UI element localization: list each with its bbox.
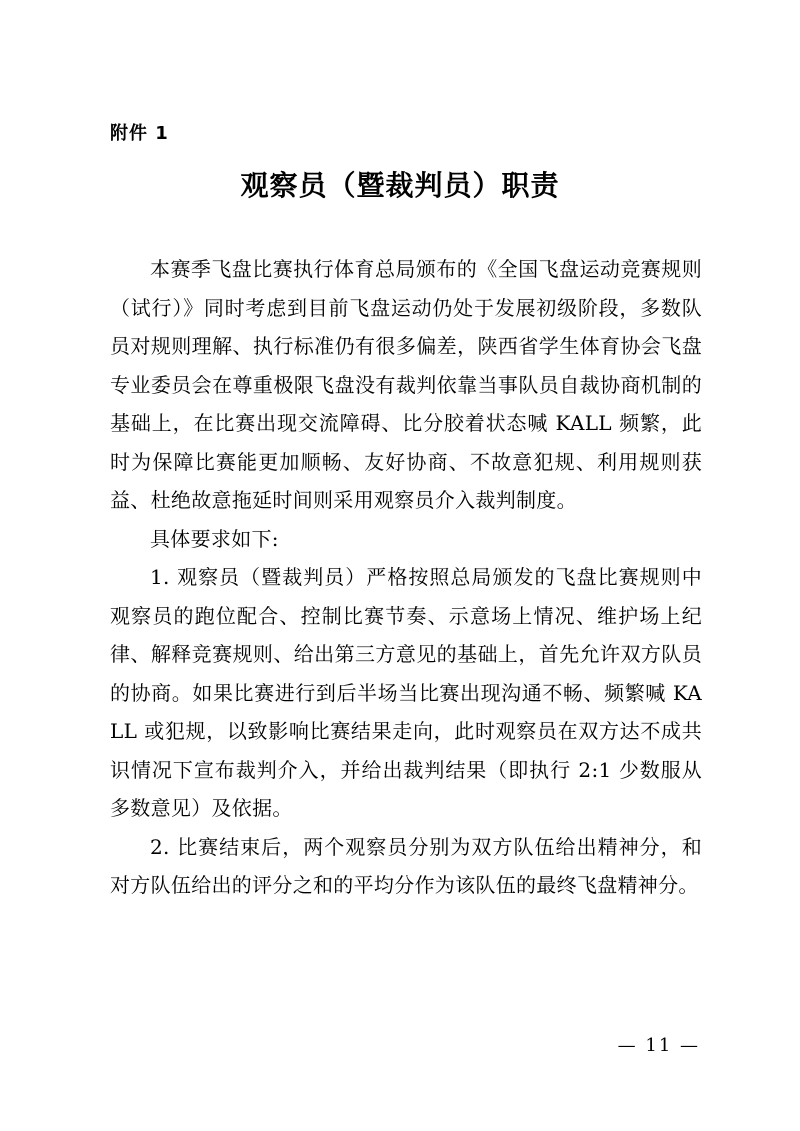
document-title: 观察员（暨裁判员）职责 <box>240 169 560 202</box>
paragraph-requirements-heading: 具体要求如下: <box>150 526 279 551</box>
paragraph-intro: 本赛季飞盘比赛执行体育总局颁布的《全国飞盘运动竞赛规则（试行）》同时考虑到目前飞盘运动仍处于发展初级阶段，多数队员对规则理解、执行标准仍有很多偏差，陕西省学生体育协会飞盘专业委员会在尊重极限飞盘没有裁判依靠当事队员自裁协商机制的基础上，在比赛出现交流障碍、比分胶着状态喊 KALL 频繁，此时为保障比赛能更加顺畅、友好协商、不故意犯规、利用规则获益、杜绝故意拖延时间则采用观察员介入裁判制度。 <box>110 257 702 512</box>
paragraph-item-2: 2. 比赛结束后，两个观察员分别为双方队伍给出精神分，和对方队伍给出的评分之和的平均分作为该队伍的最终飞盘精神分。 <box>110 834 702 897</box>
attachment-label: 附件 1 <box>110 123 169 144</box>
document-body <box>110 250 702 905</box>
paragraph-item-1: 1. 观察员（暨裁判员）严格按照总局颁发的飞盘比赛规则中观察员的跑位配合、控制比赛节奏、示意场上情况、维护场上纪律、解释竞赛规则、给出第三方意见的基础上，首先允许双方队员的协商。如果比赛进行到后半场当比赛出现沟通不畅、频繁喊 KALL 或犯规，以致影响比赛结果走向，此时观察员在双方达不成共识情况下宣布裁判介入，并给出裁判结果（即执行 2:1 少数服从多数意见）及依据。 <box>110 565 702 820</box>
page-number: — 11 — <box>617 1035 700 1056</box>
